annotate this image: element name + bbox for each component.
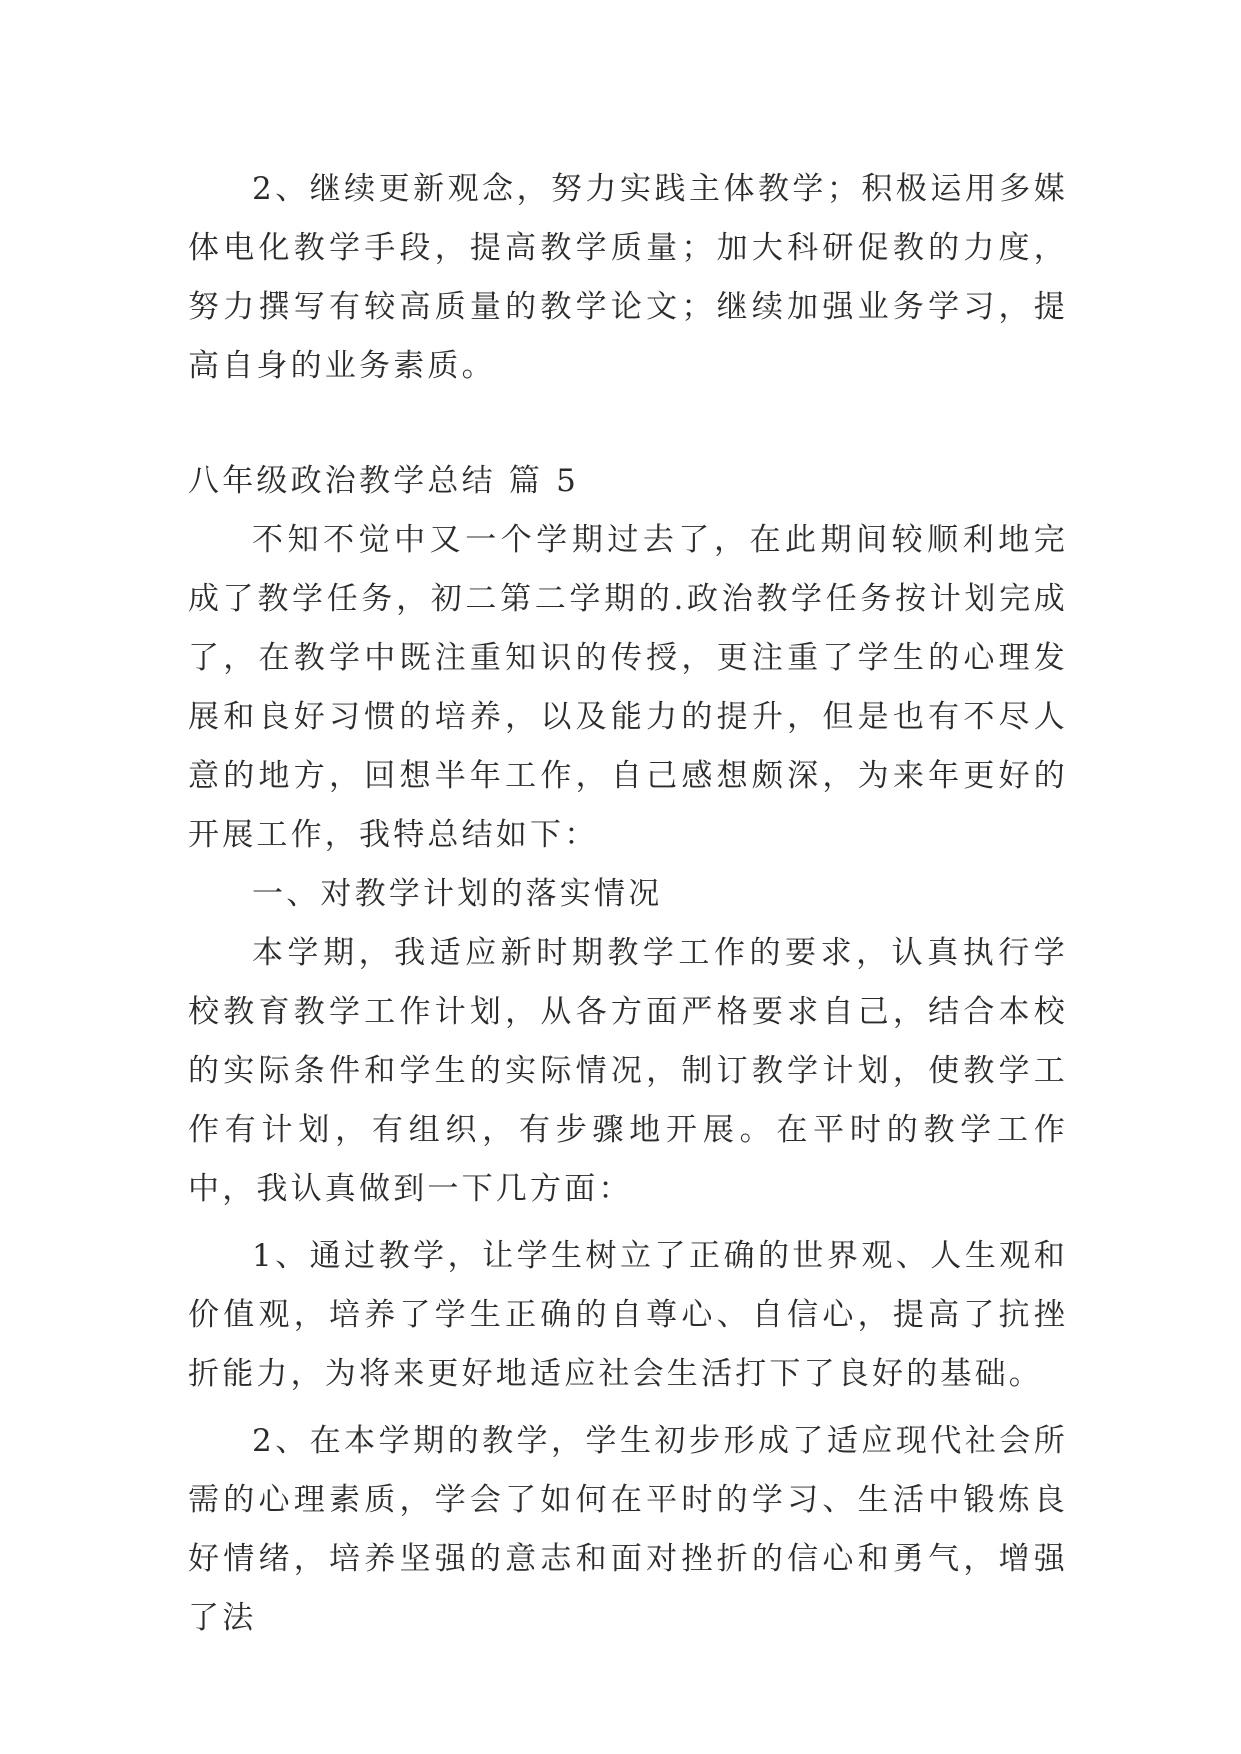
paragraph-point-2: 2、在本学期的教学，学生初步形成了适应现代社会所需的心理素质，学会了如何在平时的学习、生活中锻炼良好情绪，培养坚强的意志和面对挫折的信心和勇气，增强了法 [188,1423,1068,1636]
paragraph-intro: 不知不觉中又一个学期过去了，在此期间较顺利地完成了教学任务，初二第二学期的.政治教学任务按计划完成了，在教学中既注重知识的传授，更注重了学生的心理发展和良好习惯的培养，以及能力的提升，但是也有不尽人意的地方，回想半年工作，自己感想颇深，为来年更好的开展工作，我特总结如下： [188,522,1068,853]
section-title: 八年级政治教学总结 篇 5 [188,463,580,499]
document-page [188,160,1068,1648]
paragraph-subheading: 一、对教学计划的落实情况 [252,876,663,912]
paragraph-top: 2、继续更新观念，努力实践主体教学；积极运用多媒体电化教学手段，提高教学质量；加大科研促教的力度，努力撰写有较高质量的教学论文；继续加强业务学习，提高自身的业务素质。 [188,171,1068,384]
paragraph-plan: 本学期，我适应新时期教学工作的要求，认真执行学校教育教学工作计划，从各方面严格要求自己，结合本校的实际条件和学生的实际情况，制订教学计划，使教学工作有计划，有组织，有步骤地开展。在平时的教学工作中，我认真做到一下几方面： [188,935,1068,1207]
paragraph-point-1: 1、通过教学，让学生树立了正确的世界观、人生观和价值观，培养了学生正确的自尊心、自信心，提高了抗挫折能力，为将来更好地适应社会生活打下了良好的基础。 [188,1238,1068,1392]
